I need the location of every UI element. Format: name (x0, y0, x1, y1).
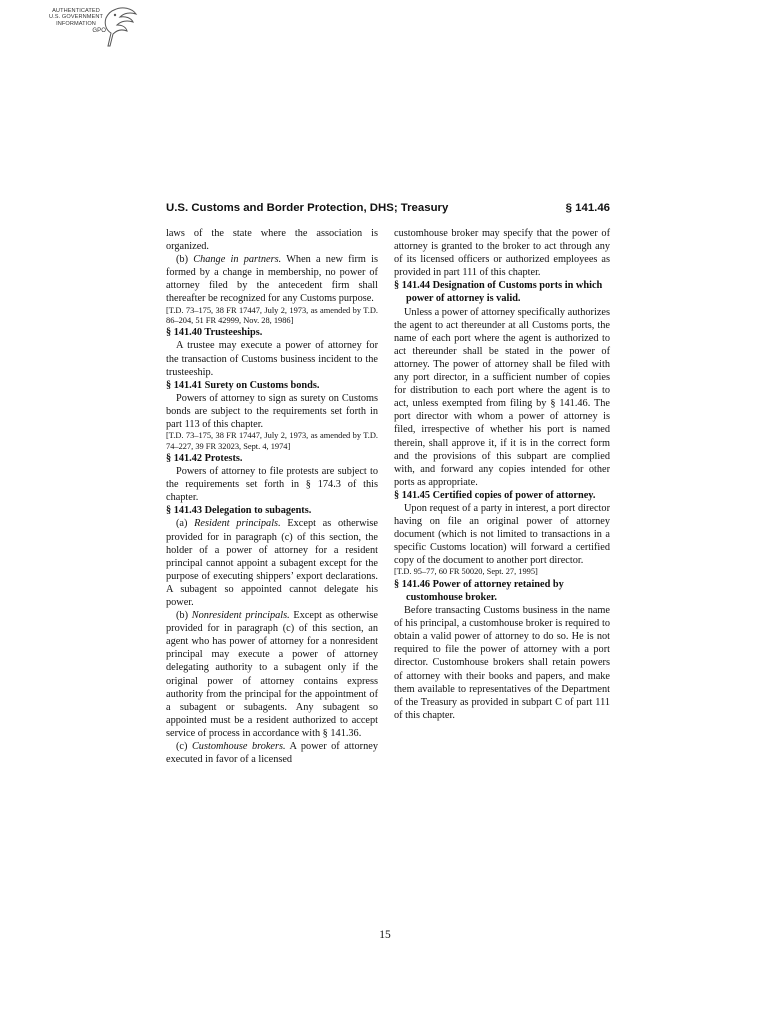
running-header (166, 202, 610, 218)
paragraph-text: A power of attorney executed in favor of a licensed (166, 741, 378, 766)
eagle-icon (100, 6, 140, 50)
paragraph-label: (b) (176, 610, 192, 622)
citation: [T.D. 73–175, 38 FR 17447, July 2, 1973, as amended by T.D. 86–204, 51 FR 42999, Nov. 28, 1986] (166, 305, 378, 325)
paragraph-label: (a) (176, 518, 195, 530)
section-heading-141-44: § 141.44 Designation of Customs ports in which power of attorney is valid. (394, 280, 603, 305)
section-heading-141-40: § 141.40 Trusteeships. (166, 327, 263, 339)
paragraph-text: Except as otherwise provided for in paragraph (c) of this section, an agent who has power of attorney for a nonresident principal may execute a power of attorney delegating authority to a subagent only if the original power of attorney contains express authority from the principal for the appointment of a subagent or subagents. Any subagent so appointed must be a resident authorized to accept service of process in accordance with § 141.36. (166, 610, 378, 739)
paragraph-b-change-in-partners (166, 253, 378, 305)
paragraph-italic-title: Resident principals. (194, 518, 281, 530)
page-number: 15 (379, 929, 391, 941)
paragraph-italic-title: Nonresident principals. (191, 610, 290, 622)
paragraph-label: (c) (176, 741, 192, 752)
logo-text (44, 8, 108, 35)
paragraph-label: (b) (176, 254, 194, 266)
logo-line-1: AUTHENTICATED (52, 8, 100, 14)
paragraph: Powers of attorney to sign as surety on Customs bonds are subject to the requirements set forth in part 113 of this chapter. (166, 392, 378, 431)
citation: [T.D. 95–77, 60 FR 50020, Sept. 27, 1995] (394, 567, 538, 577)
paragraph: Upon request of a party in interest, a port director having on file an original power of attorney document (which is not limited to transactions in a specific Customs location) will forward a certified copy of the document to another port director. (394, 502, 610, 567)
paragraph-c-customhouse-brokers (166, 740, 378, 766)
paragraph-a-resident-principals (166, 517, 378, 609)
logo-line-4: GPO (92, 28, 106, 35)
header-title: U.S. Customs and Border Protection, DHS; Treasury (166, 202, 449, 214)
logo-line-3: INFORMATION (56, 20, 96, 27)
logo-line-2: U.S. GOVERNMENT (48, 14, 104, 21)
paragraph: A trustee may execute a power of attorney for the transaction of Customs business incident to the trusteeship. (166, 340, 378, 378)
header-section-number: § 141.46 (565, 202, 610, 214)
paragraph-italic-title: Customhouse brokers. (191, 741, 286, 752)
section-heading-141-42: § 141.42 Protests. (166, 452, 243, 464)
paragraph-italic-title: Change in partners. (193, 254, 282, 266)
section-heading-141-46: § 141.46 Power of attorney retained by customhouse broker. (394, 578, 564, 603)
section-heading-141-43: § 141.43 Delegation to subagents. (166, 505, 312, 517)
section-heading-141-45: § 141.45 Certified copies of power of attorney. (394, 489, 596, 501)
citation: [T.D. 73–175, 38 FR 17447, July 2, 1973, as amended by T.D. 74–227, 39 FR 32023, Sept. 4, 1974] (166, 431, 378, 451)
paragraph: Powers of attorney to file protests are subject to the requirements set forth in § 174.3 of this chapter. (166, 466, 378, 504)
paragraph: laws of the state where the association is organized. (166, 228, 378, 253)
right-column (394, 227, 610, 722)
paragraph: Unless a power of attorney specifically authorizes the agent to act thereunder at all Customs ports, the name of each port where the agent is authorized to act thereunder shall be stated in the power of attorney. The power of attorney shall be filed with any port director, in a sufficient number of copies for distribution to each port where the agent is to act, unless exempted from filing by § 141.46. The port director with whom a power of attorney is filed, irrespective of whether his port is named therein, shall approve it, if it is in the correct form and the provisions of this subpart are complied with, and forward any copies intended for other ports as appropriate. (394, 306, 610, 488)
paragraph: customhouse broker may specify that the power of attorney is granted to the broker to act through any of its licensed officers or authorized employees as provided in part 111 of this chapter. (394, 228, 610, 279)
gpo-authentication-logo (44, 6, 144, 50)
paragraph-text: When a new firm is formed by a change in membership, no power of attorney filed by the antecedent firm shall thereafter be recognized for any Customs purpose. (166, 254, 378, 305)
paragraph: Before transacting Customs business in the name of his principal, a customhouse broker is required to obtain a valid power of attorney to do so. He is not required to file the power of attorney with a port director. Customhouse brokers shall retain powers of attorney with their books and papers, and make them available to representatives of the Department of the Treasury as provided in subpart C of part 111 of this chapter. (394, 605, 610, 721)
paragraph-text: Except as otherwise provided for in paragraph (c) of this section, the holder of a power of attorney for a resident principal cannot appoint a subagent except for the purpose of executing shippers’ export declarations. A subagent so appointed cannot delegate his power. (166, 518, 378, 608)
left-column (166, 227, 378, 766)
section-heading-141-41: § 141.41 Surety on Customs bonds. (166, 379, 320, 391)
paragraph-b-nonresident-principals (166, 609, 378, 740)
